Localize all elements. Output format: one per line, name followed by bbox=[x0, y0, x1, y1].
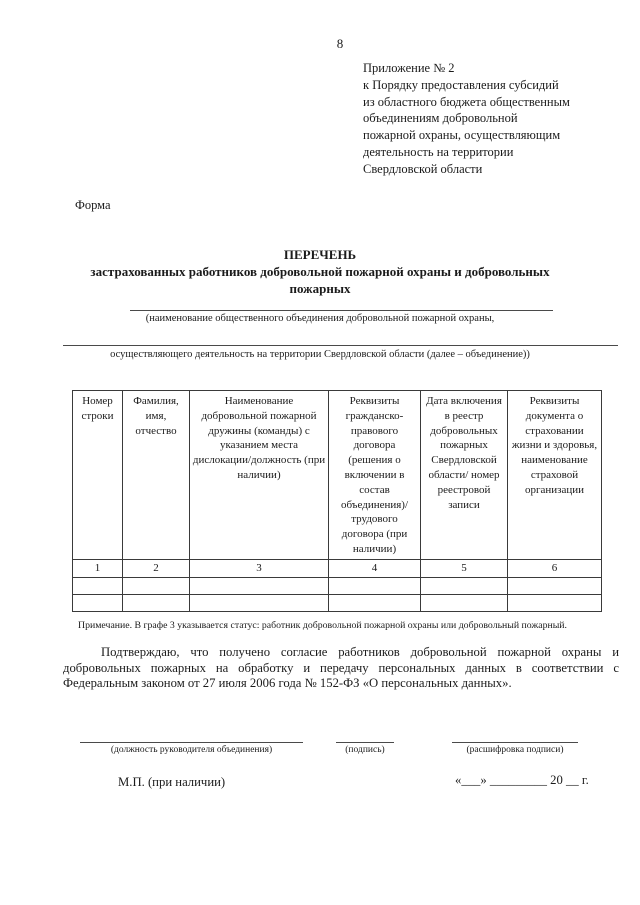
empty-cell bbox=[190, 594, 329, 611]
col-header-insurance-document: Реквизиты документа о страховании жизни и здоровья, наименование страховой организации bbox=[508, 391, 602, 560]
form-label: Форма bbox=[75, 198, 111, 212]
empty-cell bbox=[508, 594, 602, 611]
appendix-line: деятельность на территории bbox=[363, 144, 514, 159]
column-number: 3 bbox=[190, 559, 329, 577]
empty-data-row bbox=[73, 594, 602, 611]
empty-data-row bbox=[73, 577, 602, 594]
signature-decryption-blank bbox=[452, 741, 578, 743]
appendix-line: объединениям добровольной bbox=[363, 111, 518, 126]
organization-name-caption-2: осуществляющего деятельность на территории Свердловской области (далее – объединение)) bbox=[110, 349, 530, 360]
col-header-registry-date: Дата включения в реестр добровольных пожарных Свердловской области/ номер реестровой записи bbox=[421, 391, 508, 560]
position-signature-blank bbox=[80, 741, 303, 743]
col-header-full-name: Фамилия, имя, отчество bbox=[123, 391, 190, 560]
appendix-line: из областного бюджета общественным bbox=[363, 94, 570, 109]
table-header-row bbox=[73, 391, 602, 560]
decryption-caption: (расшифровка подписи) bbox=[466, 745, 564, 755]
stamp-placeholder: М.П. (при наличии) bbox=[118, 775, 226, 789]
empty-cell bbox=[508, 577, 602, 594]
table-footnote: Примечание. В графе 3 указывается статус: работник добровольной пожарной охраны или добровольный пожарный. bbox=[78, 620, 567, 631]
organization-name-blank bbox=[130, 309, 553, 311]
column-number: 2 bbox=[123, 559, 190, 577]
col-header-brigade-name: Наименование добровольной пожарной дружины (команды) с указанием места дислокации/должность (при наличии) bbox=[190, 391, 329, 560]
organization-name-caption: (наименование общественного объединения добровольной пожарной охраны, bbox=[145, 313, 495, 324]
appendix-line: пожарной охраны, осуществляющим bbox=[363, 128, 561, 143]
signature-caption: (подпись) bbox=[345, 745, 385, 755]
title-line-1: ПЕРЕЧЕНЬ bbox=[283, 247, 357, 262]
appendix-line: Свердловской области bbox=[363, 161, 483, 176]
title-line-2: застрахованных работников добровольной пожарной охраны и добровольных bbox=[90, 264, 550, 279]
empty-cell bbox=[329, 577, 421, 594]
title-line-3: пожарных bbox=[289, 281, 351, 296]
appendix-line: Приложение № 2 bbox=[363, 61, 455, 75]
date-blank: «___» _________ 20 __ г. bbox=[455, 773, 589, 787]
empty-cell bbox=[421, 594, 508, 611]
empty-cell bbox=[123, 577, 190, 594]
column-number: 5 bbox=[421, 559, 508, 577]
empty-cell bbox=[73, 594, 123, 611]
empty-cell bbox=[190, 577, 329, 594]
appendix-header bbox=[363, 60, 613, 178]
empty-cell bbox=[123, 594, 190, 611]
signature-blank bbox=[336, 741, 394, 743]
empty-cell bbox=[329, 594, 421, 611]
empty-cell bbox=[73, 577, 123, 594]
confirmation-paragraph: Подтверждаю, что получено согласие работников добровольной пожарной охраны и добровольных пожарных на обработку и передачу персональных данных в соответствии с Федеральным законом от 27 июля 2006 года № 152-ФЗ «О персональных данных». bbox=[63, 645, 619, 691]
col-header-contract-details: Реквизиты гражданско-правового договора (решения о включении в состав объединения)/ трудового договора (при наличии) bbox=[329, 391, 421, 560]
column-number: 6 bbox=[508, 559, 602, 577]
insured-workers-table bbox=[72, 390, 602, 612]
column-number: 1 bbox=[73, 559, 123, 577]
organization-name-blank-2 bbox=[63, 344, 618, 346]
column-number: 4 bbox=[329, 559, 421, 577]
column-numbering-row bbox=[73, 559, 602, 577]
col-header-row-number: Номер строки bbox=[73, 391, 123, 560]
page-number: 8 bbox=[336, 36, 344, 51]
appendix-line: к Порядку предоставления субсидий bbox=[363, 77, 559, 92]
empty-cell bbox=[421, 577, 508, 594]
document-title bbox=[0, 246, 640, 297]
position-caption: (должность руководителя объединения) bbox=[110, 745, 273, 755]
